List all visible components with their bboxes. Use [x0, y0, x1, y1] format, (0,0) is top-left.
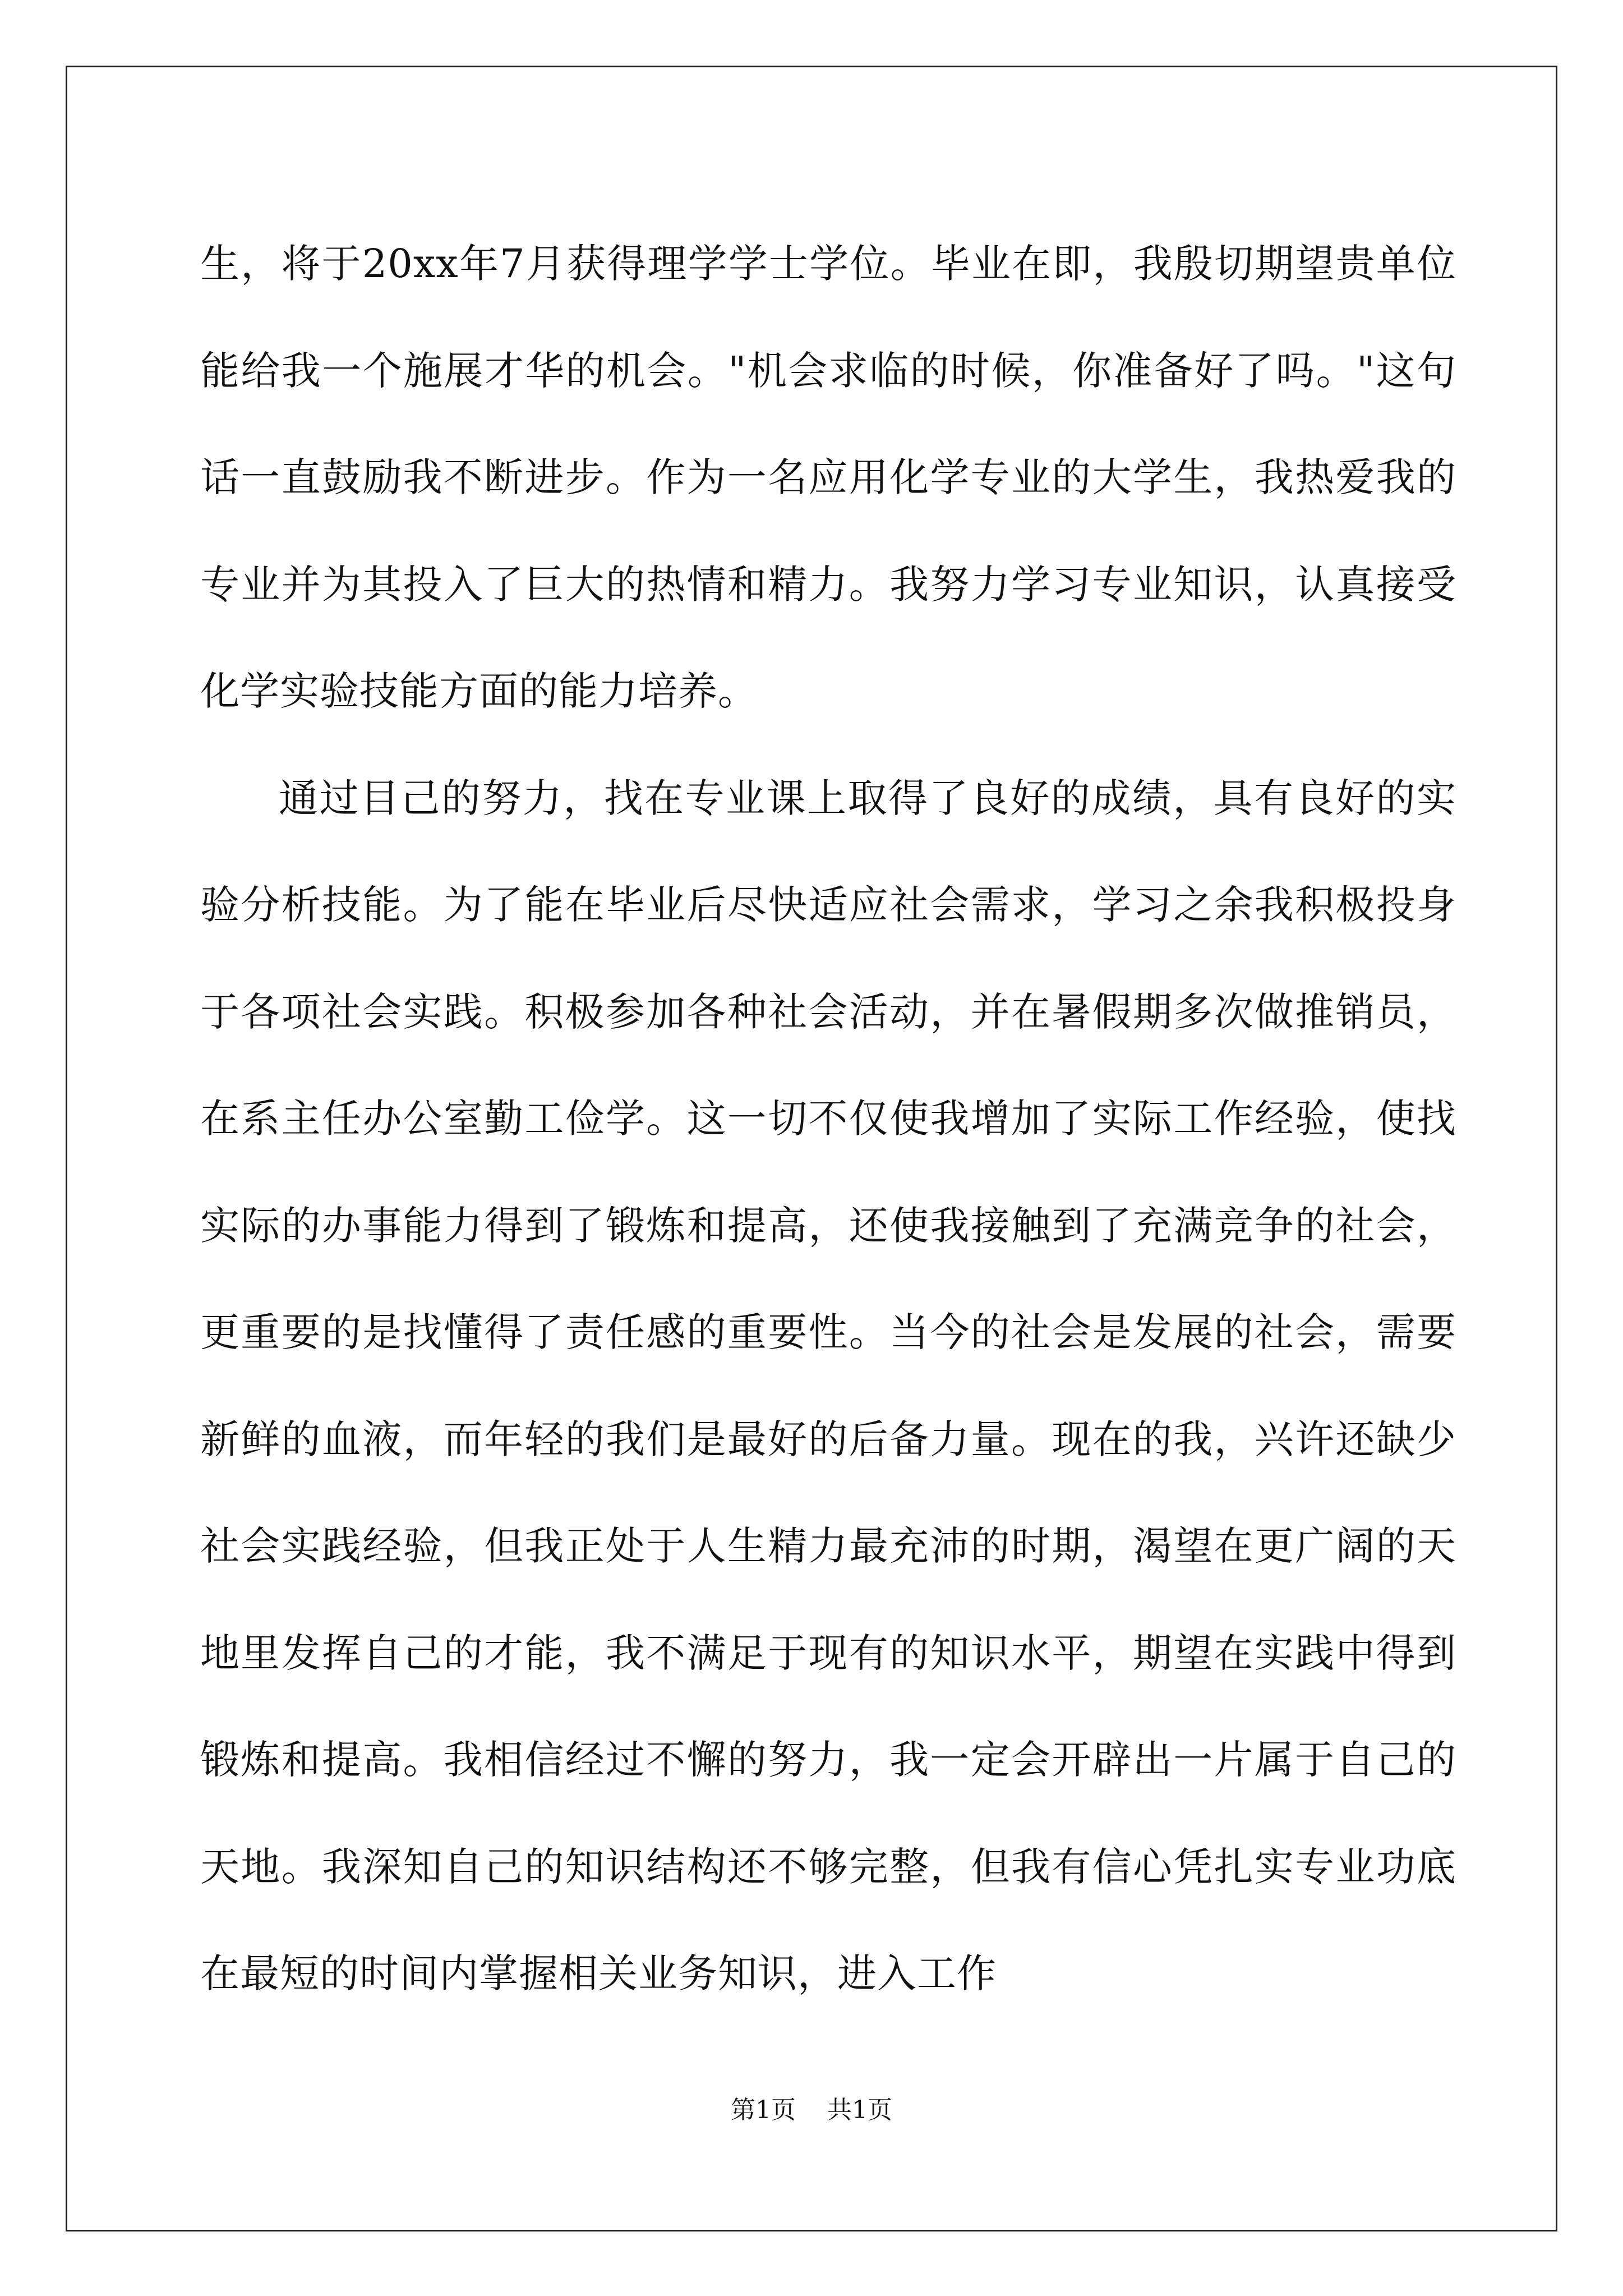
- page-footer: [0, 2093, 1623, 2127]
- paragraph-1: 生，将于20xx年7月获得理学学士学位。毕业在即，我殷切期望贵单位能给我一个施展才华的机会。"机会求临的时候，你准备好了吗。"这句话一直鼓励我不断进步。作为一名应用化学专业的大学生，我热爱我的专业并为其投入了巨大的热情和精力。我努力学习专业知识，认真接受化学实验技能方面的能力培养。: [200, 241, 1456, 714]
- page-number-total: 共1页: [827, 2096, 892, 2124]
- paragraph-2: 通过目己的努力，找在专业课上取得了良好的成绩，具有良好的实验分析技能。为了能在毕业后尽快适应社会需求，学习之余我积极投身于各项社会实践。积极参加各种社会活动，并在暑假期多次做推销员，在系主任办公室勤工俭学。这一切不仅使我增加了实际工作经验，使找实际的办事能力得到了锻炼和提高，还使我接触到了充满竞争的社会，更重要的是找懂得了责任感的重要性。当今的社会是发展的社会，需要新鲜的血液，而年轻的我们是最好的后备力量。现在的我，兴许还缺少社会实践经验，但我正处于人生精力最充沛的时期，渴望在更广阔的天地里发挥自己的才能，我不满足于现有的知识水平，期望在实践中得到锻炼和提高。我相信经过不懈的努力，我一定会开辟出一片属于自己的天地。我深知自己的知识结构还不够完整，但我有信心凭扎实专业功底在最短的时间内掌握相关业务知识，进入工作: [200, 775, 1456, 1996]
- page-number-current: 第1页: [731, 2096, 796, 2124]
- document-body: [200, 210, 1456, 2027]
